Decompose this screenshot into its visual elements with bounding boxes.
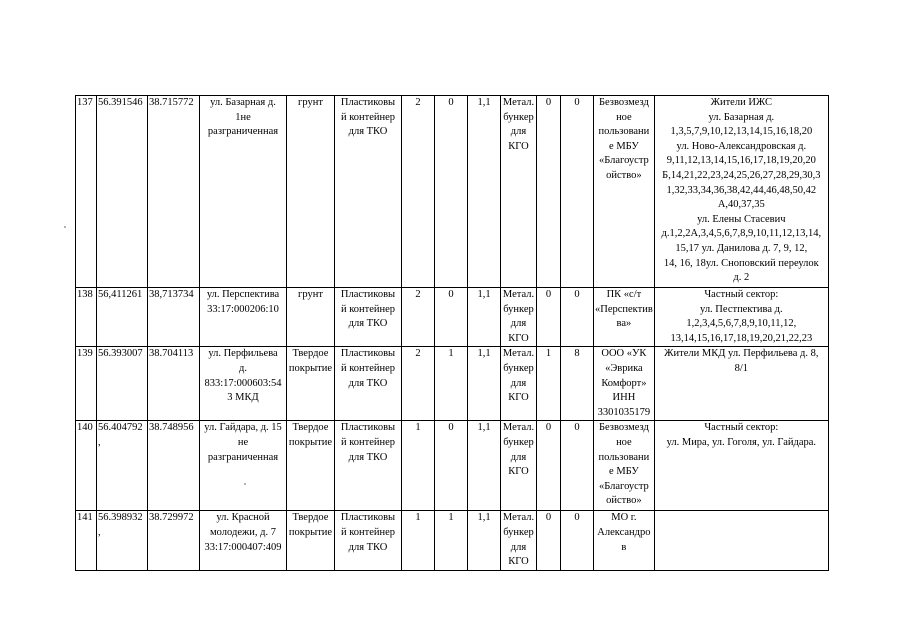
surface-cell: Твердое покрытие xyxy=(287,511,335,570)
container-volume-cell: 1,1 xyxy=(468,421,501,511)
waste-sources-cell: Частный сектор: ул. Пестпектива д. 1,2,3,4,5,6,7,8,9,10,11,12, 13,14,15,16,17,18,19,20,21,22,23 xyxy=(654,288,828,347)
address-cell: ул. Перфильева д. 833:17:000603:54 3 МКД xyxy=(200,347,287,421)
container-type-cell: Пластиковы й контейнер для ТКО xyxy=(335,96,402,288)
container-type-cell: Пластиковы й контейнер для ТКО xyxy=(335,288,402,347)
row-number: 138 xyxy=(76,288,97,347)
owner-cell: Безвозмезд ное пользовани е МБУ «Благоустр ойство» xyxy=(594,421,655,511)
table-row xyxy=(76,421,829,511)
owner-cell: ООО «УК «Эврика Комфорт» ИНН 3301035179 xyxy=(594,347,655,421)
owner-cell: Безвозмезд ное пользовани е МБУ «Благоустр ойство» xyxy=(594,96,655,288)
container-count-cell: 2 xyxy=(402,288,435,347)
bunker-type-cell: Метал. бункер для КГО xyxy=(501,421,537,511)
container-count2-cell: 1 xyxy=(435,347,468,421)
latitude-cell: 56.393007 xyxy=(97,347,148,421)
row-number: 141 xyxy=(76,511,97,570)
waste-sources-cell: Жители МКД ул. Перфильева д. 8, 8/1 xyxy=(654,347,828,421)
container-sites-table xyxy=(75,95,829,571)
container-count2-cell: 0 xyxy=(435,96,468,288)
bunker-count-cell: 0 xyxy=(537,288,561,347)
address-cell: ул. Перспектива 33:17:000206:10 xyxy=(200,288,287,347)
bunker-count-cell: 1 xyxy=(537,347,561,421)
table-row xyxy=(76,288,829,347)
bunker-type-cell: Метал. бункер для КГО xyxy=(501,288,537,347)
bunker-volume-cell: 0 xyxy=(561,511,594,570)
longitude-cell: 38,713734 xyxy=(148,288,200,347)
bunker-volume-cell: 8 xyxy=(561,347,594,421)
container-volume-cell: 1,1 xyxy=(468,288,501,347)
surface-cell: грунт xyxy=(287,96,335,288)
table-row xyxy=(76,347,829,421)
latitude-cell: 56,411261 xyxy=(97,288,148,347)
longitude-cell: 38.704113 xyxy=(148,347,200,421)
waste-sources-cell xyxy=(654,511,828,570)
container-volume-cell: 1,1 xyxy=(468,96,501,288)
container-type-cell: Пластиковы й контейнер для ТКО xyxy=(335,347,402,421)
container-type-cell: Пластиковы й контейнер для ТКО xyxy=(335,511,402,570)
bunker-type-cell: Метал. бункер для КГО xyxy=(501,511,537,570)
bunker-count-cell: 0 xyxy=(537,96,561,288)
container-count-cell: 1 xyxy=(402,511,435,570)
surface-cell: Твердое покрытие xyxy=(287,347,335,421)
container-count-cell: 2 xyxy=(402,96,435,288)
table-row xyxy=(76,96,829,288)
bunker-volume-cell: 0 xyxy=(561,96,594,288)
bunker-type-cell: Метал. бункер для КГО xyxy=(501,347,537,421)
longitude-cell: 38.729972 xyxy=(148,511,200,570)
scan-speck xyxy=(64,226,66,228)
row-number: 140 xyxy=(76,421,97,511)
owner-cell: МО г. Александро в xyxy=(594,511,655,570)
surface-cell: грунт xyxy=(287,288,335,347)
container-volume-cell: 1,1 xyxy=(468,347,501,421)
bunker-count-cell: 0 xyxy=(537,511,561,570)
latitude-cell: 56.398932 , xyxy=(97,511,148,570)
surface-cell: Твердое покрытие xyxy=(287,421,335,511)
address-cell: ул. Базарная д. 1не разграниченная xyxy=(200,96,287,288)
bunker-volume-cell: 0 xyxy=(561,421,594,511)
longitude-cell: 38.748956 xyxy=(148,421,200,511)
bunker-volume-cell: 0 xyxy=(561,288,594,347)
container-count2-cell: 1 xyxy=(435,511,468,570)
latitude-cell: 56.391546 xyxy=(97,96,148,288)
container-volume-cell: 1,1 xyxy=(468,511,501,570)
latitude-cell: 56.404792 , xyxy=(97,421,148,511)
waste-sources-cell: Частный сектор: ул. Мира, ул. Гоголя, ул. Гайдара. xyxy=(654,421,828,511)
longitude-cell: 38.715772 xyxy=(148,96,200,288)
address-cell: ул. Красной молодежи, д. 7 33:17:000407:409 xyxy=(200,511,287,570)
address-cell: ул. Гайдара, д. 15 не разграниченная xyxy=(200,421,287,511)
table-row xyxy=(76,511,829,570)
container-count-cell: 2 xyxy=(402,347,435,421)
container-count-cell: 1 xyxy=(402,421,435,511)
container-count2-cell: 0 xyxy=(435,288,468,347)
container-count2-cell: 0 xyxy=(435,421,468,511)
owner-cell: ПК «с/т «Перспектив ва» xyxy=(594,288,655,347)
row-number: 137 xyxy=(76,96,97,288)
bunker-count-cell: 0 xyxy=(537,421,561,511)
waste-sources-cell: Жители ИЖС ул. Базарная д. 1,3,5,7,9,10,12,13,14,15,16,18,20 ул. Ново-Александровская д. 9,11,12,13,14,15,16,17,18,19,20,20 Б,14,21,22,23,24,25,26,27,28,29,30,3 1,32,33,34,36,38,42,44,46,48,50,42 А,40,37,35 ул. Елены Стасевич д.1,2,2А,3,4,5,6,7,8,9,10,11,12,13,14, 15,17 ул. Данилова д. 7, 9, 12, 14, 16, 18ул. Сноповский переулок д. 2 xyxy=(654,96,828,288)
bunker-type-cell: Метал. бункер для КГО xyxy=(501,96,537,288)
row-number: 139 xyxy=(76,347,97,421)
container-type-cell: Пластиковы й контейнер для ТКО xyxy=(335,421,402,511)
